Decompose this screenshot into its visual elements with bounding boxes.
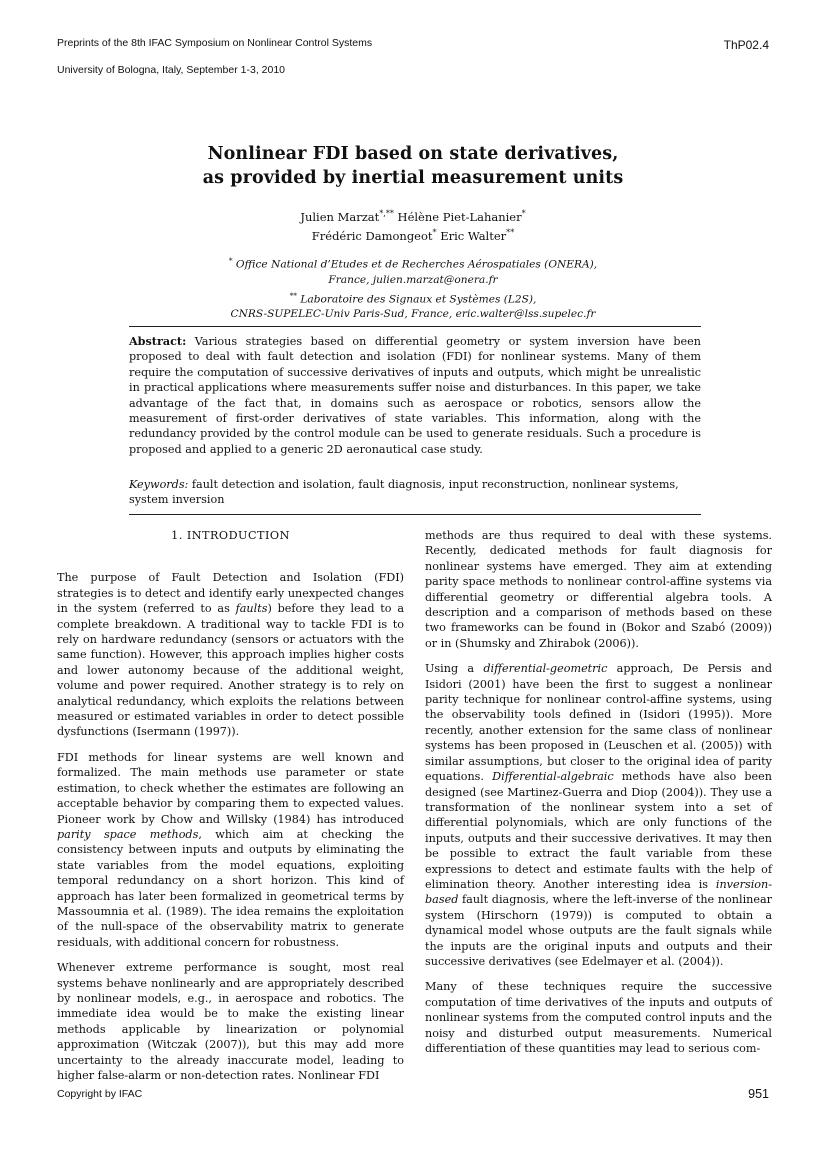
author-name: Julien Marzat — [300, 209, 380, 224]
affiliation-line: France, julien.marzat@onera.fr — [328, 273, 498, 286]
paragraph: Using a differential-geometric approach, De Persis and Isidori (2001) have been the first to suggest a nonlinear parity technique for nonlinear control-affine systems, using the observability tools defined in (Isidori (1995)). More recently, another extension for the same class of nonlinear systems has been proposed in (Leuschen et al. (2005)) with similar assumptions, but closer to the original idea of parity equations. Differential-algebraic methods have also been designed (see Martinez-Guerra and Diop (2004)). They use a transformation of the nonlinear system into a set of differential polynomials, which are only functions of the inputs, outputs and their successive derivatives. It may then be possible to extract the fault variable from these expressions to detect and estimate faults with the help of elimination theory. Another interesting idea is inversion-based fault diagnosis, where the left-inverse of the nonlinear system (Hirschorn (1979)) is computed to obtain a dynamical model whose outputs are the fault signals while the inputs are the original inputs and outputs and their successive derivatives (see Edelmayer et al. (2004)). — [425, 662, 772, 968]
page-number: 951 — [748, 1087, 769, 1101]
abstract-label: Abstract: — [129, 334, 187, 348]
title-line-2: as provided by inertial measurement units — [202, 168, 624, 188]
paragraph: Many of these techniques require the successive computation of time derivatives of the inputs and outputs of nonlinear systems from the computed control inputs and the noisy and disturbed output measurements. Numerical differentiation of these quantities may lead to serious com- — [425, 980, 772, 1055]
paragraph: The purpose of Fault Detection and Isolation (FDI) strategies is to detect and identify early unexpected changes in the system (referred to as faults) before they lead to a complete breakdown. A traditional way to tackle FDI is to rely on hardware redundancy (sensors or actuators with the same function). However, this approach implies higher costs and lower autonomy because of the additional weight, volume and power required. Another strategy is to rely on analytical redundancy, which exploits the relations between measured or estimated variables in order to detect possible dysfunctions (Isermann (1997)). — [57, 571, 404, 739]
footer-copyright: Copyright by IFAC — [57, 1088, 143, 1100]
abstract-text: Various strategies based on differential geometry or system inversion have been proposed to deal with fault detection and isolation (FDI) for nonlinear systems. Many of them require the computation of successive derivatives of inputs and outputs, which might be unrealistic in practical applications where measurements suffer noise and disturbances. In this paper, we take advantage of the fact that, in domains such as aerospace or robotics, sensors allow the measurement of first-order derivatives of state variables. This information, along with the redundancy provided by the control module can be used to generate residuals. Such a procedure is proposed and applied to a generic 2D aeronautical case study. — [129, 335, 701, 456]
affiliation-line: CNRS-SUPELEC-Univ Paris-Sud, France, eric.walter@lss.supelec.fr — [230, 308, 596, 321]
author-line-1 — [0, 206, 826, 225]
keywords — [129, 477, 701, 508]
right-column — [425, 528, 772, 1066]
keywords-label: Keywords: — [129, 478, 189, 491]
abstract — [129, 334, 701, 457]
title-line-1: Nonlinear FDI based on state derivatives, — [207, 144, 619, 164]
abstract-top-rule — [129, 326, 701, 327]
author-list — [0, 206, 826, 244]
affiliations — [0, 253, 826, 322]
left-column — [57, 528, 404, 1093]
author-mark: ** — [506, 227, 515, 237]
paper-title — [0, 142, 826, 190]
author-mark: * — [432, 227, 437, 237]
author-line-2 — [0, 225, 826, 244]
paragraph: Whenever extreme performance is sought, most real systems behave nonlinearly and are appropriately described by nonlinear models, e.g., in aerospace and robotics. The immediate idea would be to make the existing linear methods applicable by linearization or polynomial approximation (Witczak (2007)), but this may add more uncertainty to the already inaccurate model, leading to higher false-alarm or non-detection rates. Nonlinear FDI — [57, 961, 404, 1082]
section-heading: 1. INTRODUCTION — [171, 529, 290, 542]
keywords-text: fault detection and isolation, fault diagnosis, input reconstruction, nonlinear systems, system inversion — [129, 478, 679, 507]
affiliation-mark: ** — [289, 290, 297, 300]
author-name: Hélène Piet-Lahanier — [397, 209, 522, 224]
header-session-code: ThP02.4 — [723, 38, 769, 52]
affiliation-mark: * — [228, 256, 233, 265]
author-name: Frédéric Damongeot — [311, 228, 433, 243]
header-location-line: University of Bologna, Italy, September 1-3, 2010 — [57, 64, 286, 76]
author-mark: *,** — [379, 209, 394, 218]
author-mark: * — [521, 209, 526, 218]
abstract-bottom-rule — [129, 514, 701, 515]
affiliation-line: ** Laboratoire des Signaux et Systèmes (L2S), — [289, 290, 537, 306]
author-name: Eric Walter — [440, 228, 507, 243]
header-conference-line: Preprints of the 8th IFAC Symposium on Nonlinear Control Systems — [57, 37, 373, 49]
affiliation-line: * Office National d’Etudes et de Recherches Aérospatiales (ONERA), — [228, 256, 598, 271]
paragraph: methods are thus required to deal with these systems. Recently, dedicated methods for fault diagnosis for nonlinear systems have emerged. They aim at extending parity space methods to nonlinear control-affine systems via differential geometry or differential algebra tools. A description and a comparison of methods based on these two frameworks can be found in (Bokor and Szabó (2009)) or in (Shumsky and Zhirabok (2006)). — [425, 529, 772, 650]
paragraph: FDI methods for linear systems are well known and formalized. The main methods use parameter or state estimation, to check whether the estimates are following an acceptable behavior by comparing them to expected values. Pioneer work by Chow and Willsky (1984) has introduced parity space methods, which aim at checking the consistency between inputs and outputs by eliminating the state variables from the model equations, exploiting temporal redundancy on a short horizon. This kind of approach has later been formalized in geometrical terms by Massoumnia et al. (1989). The idea remains the exploitation of the null-space of the observability matrix to generate residuals, with additional concern for robustness. — [57, 750, 404, 949]
